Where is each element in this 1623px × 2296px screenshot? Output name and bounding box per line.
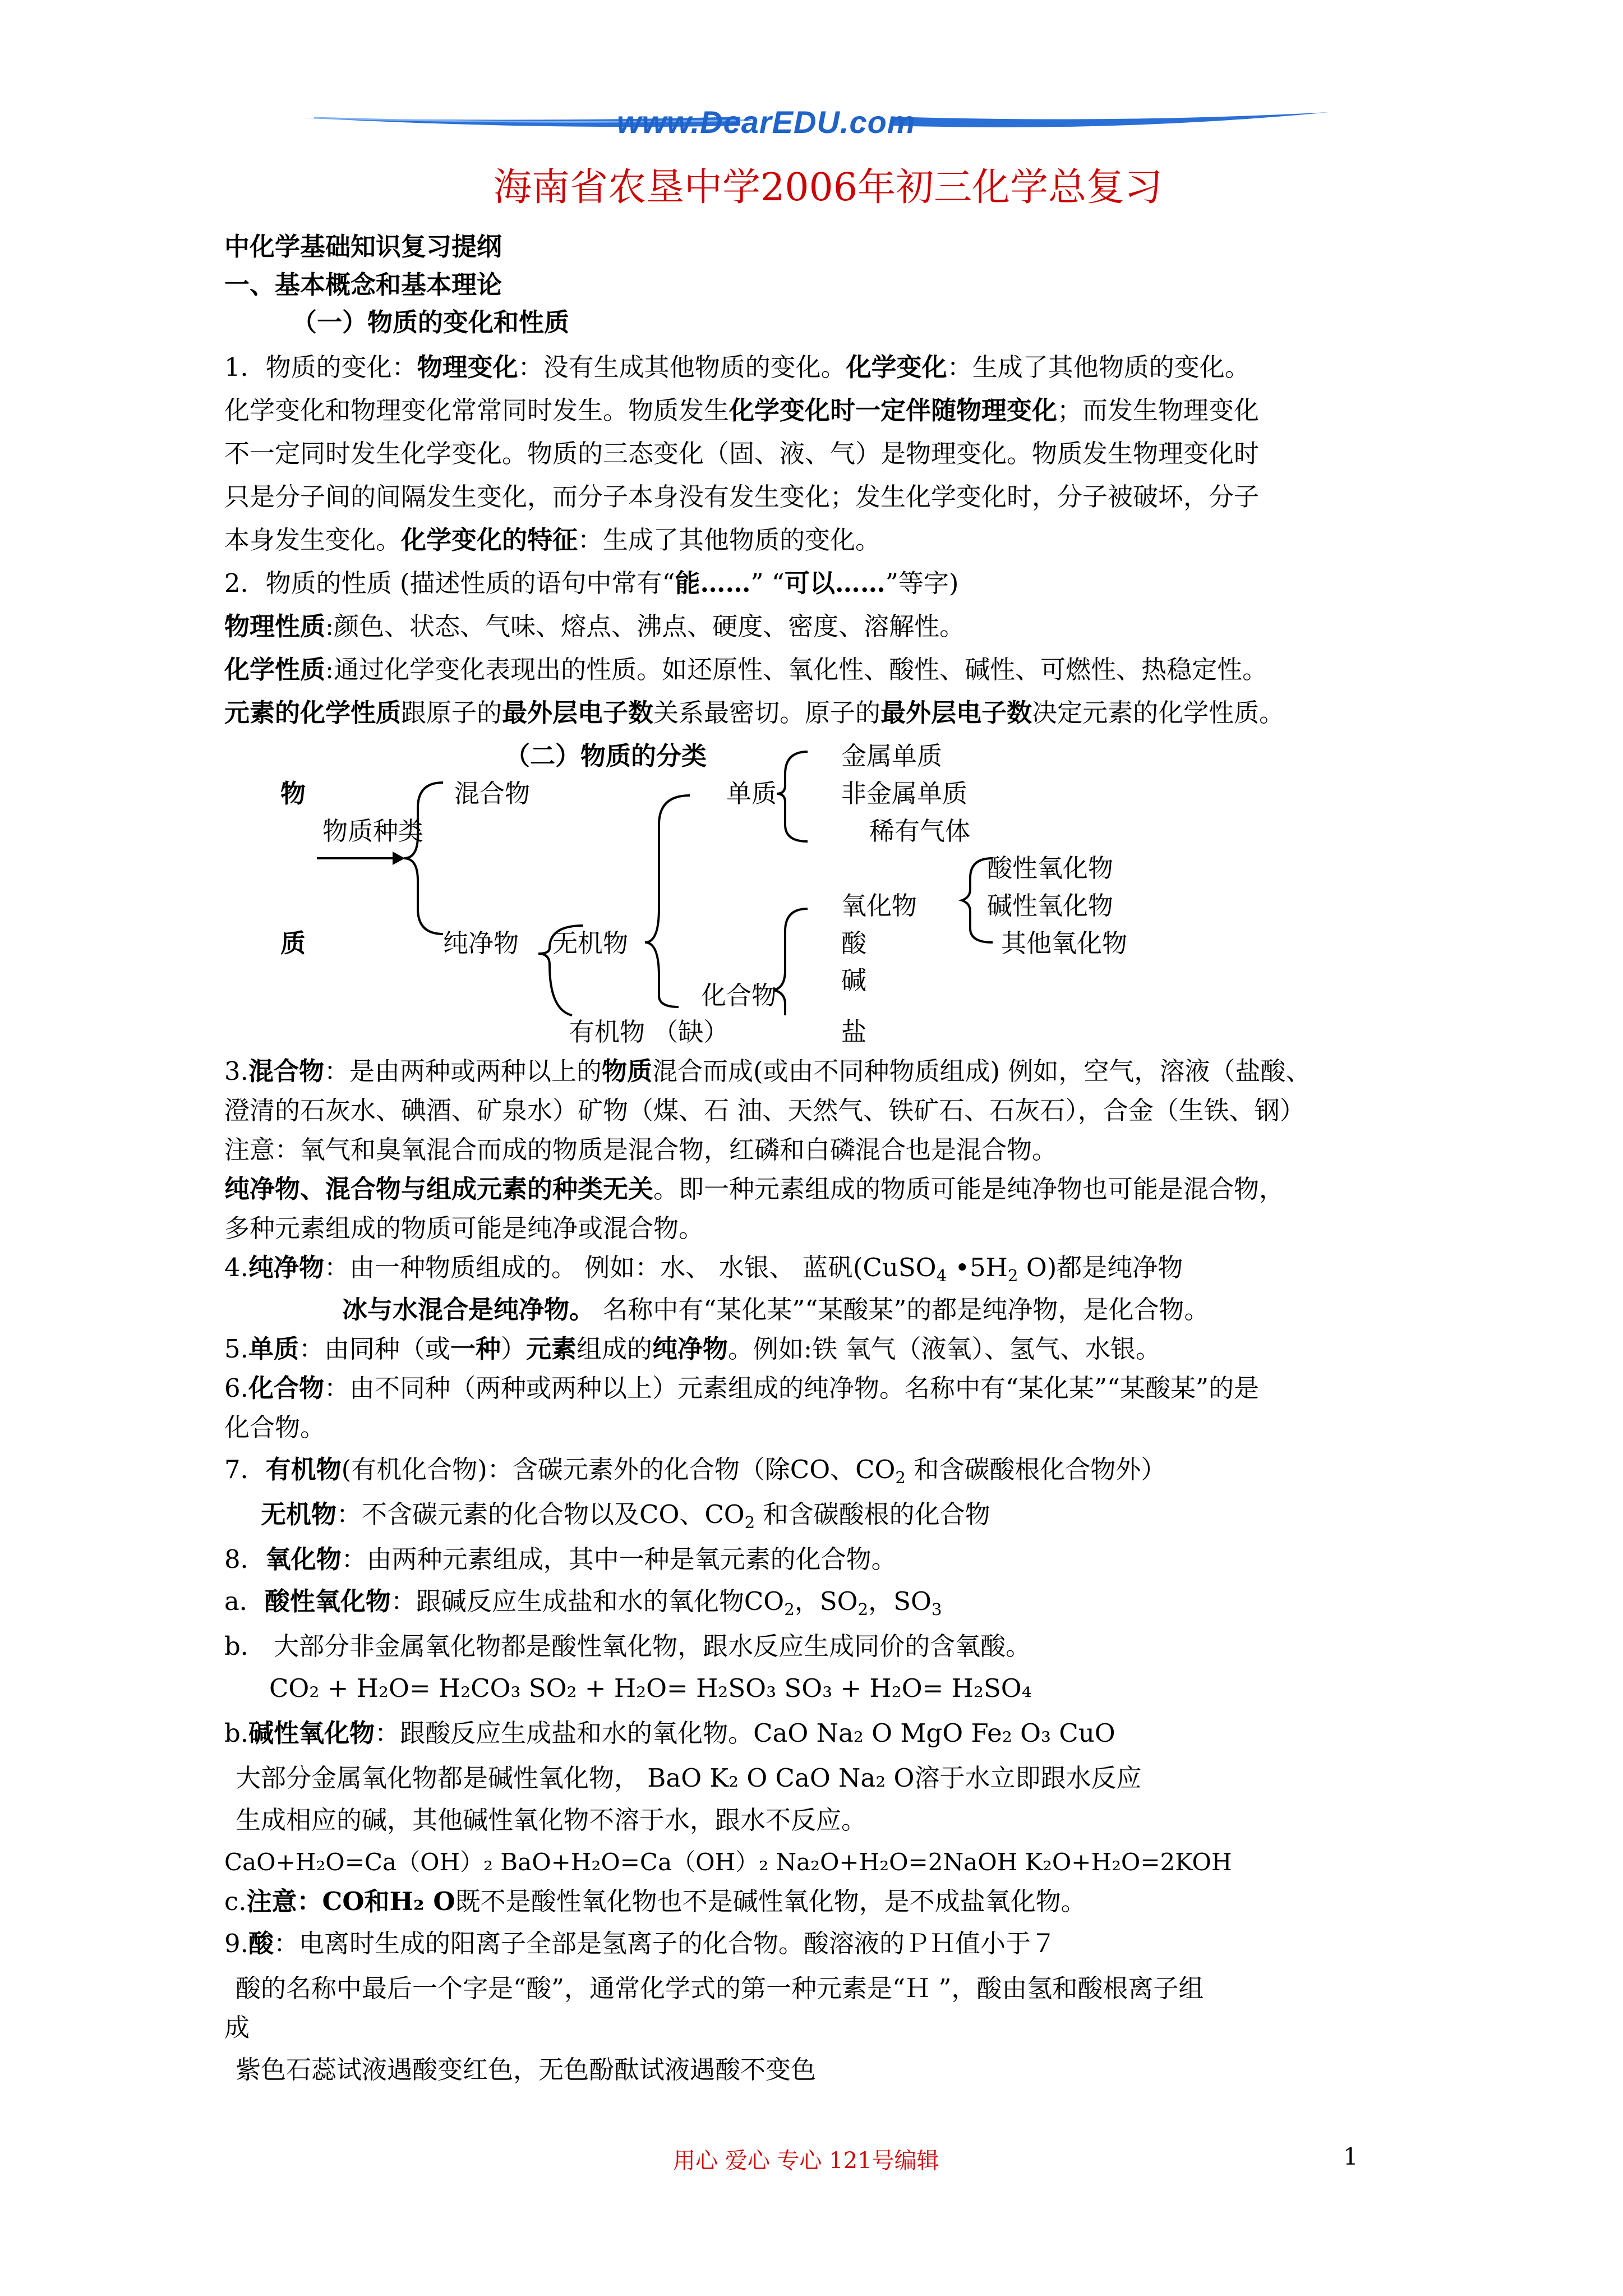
tree-inorganic: 无机物 — [552, 928, 629, 958]
tree-noble: 稀有气体 — [869, 816, 971, 846]
p4-line1: 4.纯净物：由一种物质组成的。 例如：水、 水银、 蓝矾(CuSO$_4$ $•5H_2$ O)都是纯净物 — [224, 1253, 1183, 1285]
tree-metal: 金属单质 — [841, 741, 943, 771]
page-title: 海南省农垦中学2006年初三化学总复习 — [494, 165, 1163, 210]
tree-other-oxide: 其他氧化物 — [1001, 928, 1128, 958]
sub2-heading: （二）物质的分类 — [505, 741, 707, 771]
p8-acid-oxide: a．酸性氧化物：跟碱反应生成盐和水的氧化物$CO_2$，$SO_2$，$SO_3$ — [224, 1586, 942, 1619]
p3-line1: 3.混合物：是由两种或两种以上的物质混合而成(或由不同种物质组成) 例如，空气，溶液（盐酸、 — [224, 1056, 1311, 1086]
p7-line2: 无机物：不含碳元素的化合物以及CO、$CO_2$ 和含碳酸根的化合物 — [261, 1499, 990, 1532]
sub1-heading: （一）物质的变化和性质 — [292, 307, 570, 337]
tree-simple: 单质 — [726, 779, 777, 808]
p2-chemical: 化学性质:通过化学变化表现出的性质。如还原性、氧化性、酸性、碱性、可燃性、热稳定性。 — [224, 655, 1268, 684]
part1-heading: 一、基本概念和基本理论 — [224, 270, 502, 300]
p4-line2: 冰与水混合是纯净物。 名称中有“某化某”“某酸某”的都是纯净物，是化合物。 — [342, 1295, 1210, 1324]
tree-oxide: 氧化物 — [841, 891, 917, 921]
p6-line1: 6.化合物：由不同种（两种或两种以上）元素组成的纯净物。名称中有“某化某”“某酸某”的是 — [224, 1373, 1259, 1403]
p2-element: 元素的化学性质跟原子的最外层电子数关系最密切。原子的最外层电子数决定元素的化学性质。 — [224, 698, 1285, 728]
page-number: 1 — [1343, 2143, 1358, 2170]
p8-line1: 8．氧化物：由两种元素组成，其中一种是氧元素的化合物。 — [224, 1544, 897, 1574]
p1-line2: 化学变化和物理变化常常同时发生。物质发生化学变化时一定伴随物理变化；而发生物理变化 — [224, 395, 1260, 425]
p9-line4: 紫色石蕊试液遇酸变红色，无色酚酞试液遇酸不变色 — [236, 2055, 817, 2085]
tree-base-oxide: 碱性氧化物 — [987, 891, 1114, 921]
tree-organic: 有机物 （缺） — [569, 1017, 729, 1047]
p8-basic-oxide: b.碱性氧化物：跟酸反应生成盐和水的氧化物。CaO Na₂ O MgO Fe₂ O₃ CuO — [224, 1718, 1115, 1748]
tree-salt: 盐 — [841, 1017, 867, 1047]
p8-basic-line2: 大部分金属氧化物都是碱性氧化物， BaO K₂ O CaO Na₂ O溶于水立即跟水反应 — [236, 1763, 1142, 1793]
p2-physical: 物理性质:颜色、状态、气味、熔点、沸点、硬度、密度、溶解性。 — [224, 611, 965, 641]
tree-compound: 化合物 — [701, 981, 777, 1010]
p9-line1: 9.酸：电离时生成的阳离子全部是氢离子的化合物。酸溶液的ＰＨ值小于７ — [224, 1929, 1056, 1958]
tree-acid: 酸 — [841, 928, 867, 958]
tree-acid-oxide: 酸性氧化物 — [987, 853, 1114, 883]
tree-wu: 物 — [280, 779, 306, 808]
tree-base: 碱 — [841, 965, 867, 995]
tree-pure: 纯净物 — [443, 928, 519, 958]
p9-line3: 成 — [224, 2013, 250, 2042]
p8-basic-equations: CaO+H₂O=Ca（OH）₂ BaO+H₂O=Ca（OH）₂ Na₂O+H₂O=2NaOH K₂O+H₂O=2KOH — [224, 1848, 1232, 1876]
p2-line1: 2．物质的性质 (描述性质的语句中常有“能……” “可以……”等字) — [224, 568, 959, 598]
footer-text: 用心 爱心 专心 121号编辑 — [673, 2148, 939, 2174]
p7-line1: 7．有机物(有机化合物)：含碳元素外的化合物（除CO、$CO_2$ 和含碳酸根化合物外） — [224, 1455, 1166, 1487]
tree-mixture: 混合物 — [454, 779, 531, 808]
p1-line3: 不一定同时发生化学变化。物质的三态变化（固、液、气）是物理变化。物质发生物理变化时 — [224, 439, 1260, 468]
tree-zhi: 质 — [280, 928, 306, 958]
p8-basic-line3: 生成相应的碱，其他碱性氧化物不溶于水，跟水不反应。 — [236, 1805, 867, 1835]
p1-line4: 只是分子间的间隔发生变化，而分子本身没有发生变化；发生化学变化时，分子被破坏，分子 — [224, 482, 1260, 512]
tree-nonmetal: 非金属单质 — [841, 779, 968, 808]
brand-logo-text: www.DearEDU.com — [617, 104, 916, 140]
p1-line5: 本身发生变化。化学变化的特征：生成了其他物质的变化。 — [224, 525, 881, 555]
p8-equations: CO₂ + H₂O= H₂CO₃ SO₂ + H₂O= H₂SO₃ SO₃ + H₂O= H₂SO₄ — [269, 1673, 1032, 1703]
p3-line5: 多种元素组成的物质可能是纯净或混合物。 — [224, 1213, 704, 1243]
tree-kind: 物质种类 — [322, 816, 424, 846]
p6-line2: 化合物。 — [224, 1412, 326, 1442]
p9-line2: 酸的名称中最后一个字是“酸”，通常化学式的第一种元素是“Ｈ ”，酸由氢和酸根离子组 — [236, 1973, 1204, 2003]
p8-note: c.注意：CO和H₂ O既不是酸性氧化物也不是碱性氧化物，是不成盐氧化物。 — [224, 1887, 1086, 1916]
p8-line-b: b． 大部分非金属氧化物都是酸性氧化物，跟水反应生成同价的含氧酸。 — [224, 1631, 1031, 1661]
p1-line1: 1．物质的变化：物理变化：没有生成其他物质的变化。化学变化：生成了其他物质的变化。 — [224, 352, 1250, 382]
p3-line3: 注意：氧气和臭氧混合而成的物质是混合物，红磷和白磷混合也是混合物。 — [224, 1135, 1058, 1165]
p5-line1: 5.单质：由同种（或一种）元素组成的纯净物。例如:铁 氧气（液氧）、氢气、水银。 — [224, 1334, 1161, 1364]
p3-line2: 澄清的石灰水、碘酒、矿泉水）矿物（煤、石 油、天然气、铁矿石、石灰石），合金（生铁、钢） — [224, 1096, 1305, 1125]
outline-heading: 中化学基础知识复习提纲 — [224, 232, 502, 261]
p3-line4: 纯净物、混合物与组成元素的种类无关。即一种元素组成的物质可能是纯净物也可能是混合物， — [224, 1174, 1285, 1204]
